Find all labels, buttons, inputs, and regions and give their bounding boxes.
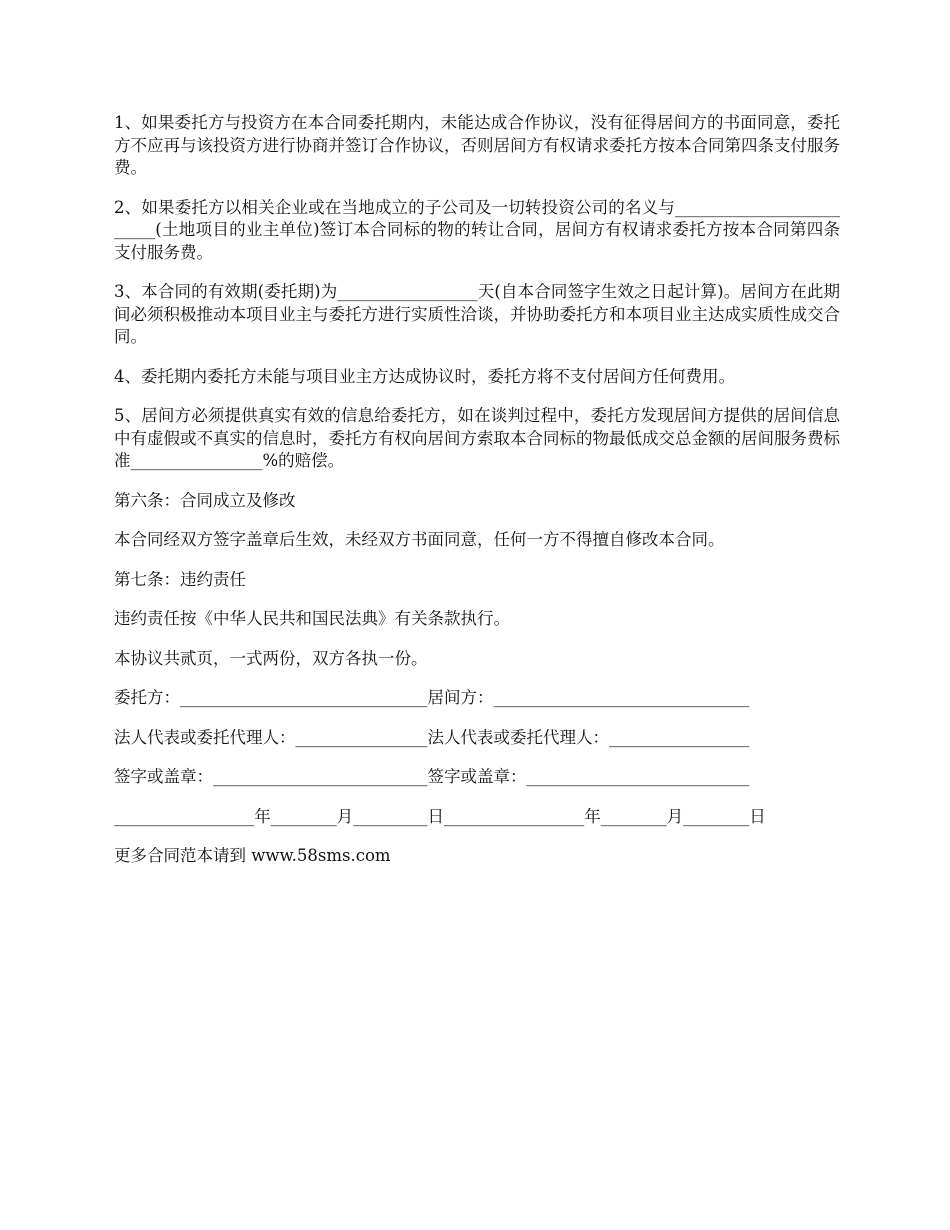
signature-seal-line: 签字或盖章：__________________________签字或盖章：___________________________ xyxy=(114,767,750,786)
clause-5: 5、居间方必须提供真实有效的信息给委托方，如在谈判过程中，委托方发现居间方提供的居间信息中有虚假或不真实的信息时，委托方有权向居间方索取本合同标的物最低成交总金额的居间服务费标准________________%的赔偿。 xyxy=(114,406,840,470)
footer-more-templates: 更多合同范本请到 www.58sms.com xyxy=(114,846,391,865)
article-6-body: 本合同经双方签字盖章后生效，未经双方书面同意，任何一方不得擅自修改本合同。 xyxy=(114,530,725,549)
signature-parties-line: 委托方：______________________________居间方：_______________________________ xyxy=(114,688,750,707)
contract-page xyxy=(114,112,840,885)
article-7-title: 第七条：违约责任 xyxy=(114,569,246,589)
article-6-title: 第六条：合同成立及修改 xyxy=(114,490,296,510)
signature-date-line: _________________年________月_________日_________________年________月________日 xyxy=(114,806,766,826)
signature-representative-line: 法人代表或委托代理人：________________法人代表或委托代理人：_________________ xyxy=(114,727,750,747)
clause-1: 1、如果委托方与投资方在本合同委托期内，未能达成合作协议，没有征得居间方的书面同意，委托方不应再与该投资方进行协商并签订合作协议，否则居间方有权请求委托方按本合同第四条支付服务费。 xyxy=(114,113,840,177)
clause-4: 4、委托期内委托方未能与项目业主方达成协议时，委托方将不支付居间方任何费用。 xyxy=(114,366,735,386)
article-7-body: 违约责任按《中华人民共和国民法典》有关条款执行。 xyxy=(114,609,510,628)
clause-3: 3、本合同的有效期(委托期)为_________________天(自本合同签字生效之日起计算)。居间方在此期间必须积极推动本项目业主与委托方进行实质性洽谈，并协助委托方和本项目业主达成实质性成交合同。 xyxy=(114,282,840,346)
clause-2: 2、如果委托方以相关企业或在当地成立的子公司及一切转投资公司的名义与_________________________(土地项目的业主单位)签订本合同标的物的转让合同，居间方有权请求委托方按本合同第四条支付服务费。 xyxy=(114,197,840,262)
copies-statement: 本协议共贰页，一式两份，双方各执一份。 xyxy=(114,648,428,668)
